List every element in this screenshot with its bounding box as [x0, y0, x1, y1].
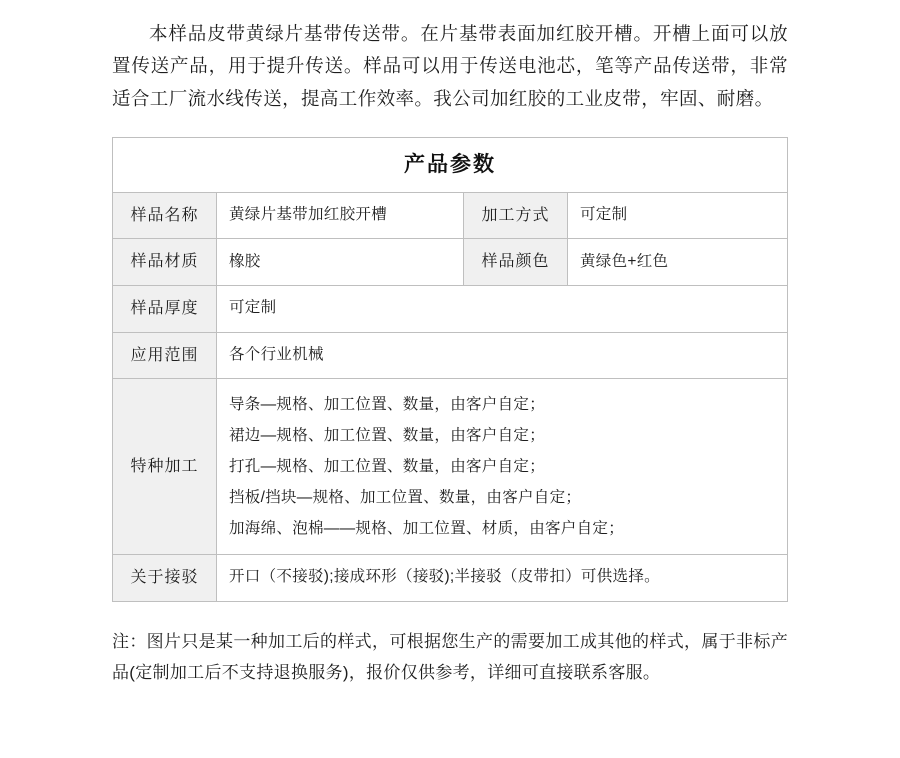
label-processing-method: 加工方式	[464, 192, 568, 239]
value-sample-material: 橡胶	[217, 239, 464, 286]
table-title-row	[113, 138, 788, 193]
list-item: 导条—规格、加工位置、数量，由客户自定；	[229, 396, 546, 414]
list-item: 加海绵、泡棉——规格、加工位置、材质，由客户自定；	[229, 520, 625, 538]
table-title: 产品参数	[113, 138, 788, 193]
label-joint-info: 关于接驳	[113, 555, 217, 602]
value-sample-name: 黄绿片基带加红胶开槽	[217, 192, 464, 239]
list-item: 打孔—规格、加工位置、数量，由客户自定；	[229, 458, 546, 476]
table-row	[113, 332, 788, 379]
label-sample-thickness: 样品厚度	[113, 285, 217, 332]
intro-paragraph: 本样品皮带黄绿片基带传送带。在片基带表面加红胶开槽。开槽上面可以放置传送产品，用于提升传送。样品可以用于传送电池芯，笔等产品传送带，非常适合工厂流水线传送，提高工作效率。我公司加红胶的工业皮带，牢固、耐磨。	[112, 23, 788, 109]
spec-table-container	[0, 115, 900, 602]
label-sample-material: 样品材质	[113, 239, 217, 286]
value-sample-color: 黄绿色+红色	[568, 239, 788, 286]
value-joint-info: 开口（不接驳);接成环形（接驳);半接驳（皮带扣）可供选择。	[217, 555, 788, 602]
table-row	[113, 239, 788, 286]
product-parameters-table	[112, 137, 788, 602]
list-item: 挡板/挡块—规格、加工位置、数量，由客户自定；	[229, 489, 582, 507]
footer-note: 注：图片只是某一种加工后的样式，可根据您生产的需要加工成其他的样式，属于非标产品(定制加工后不支持退换服务)，报价仅供参考，详细可直接联系客服。	[112, 631, 788, 683]
table-row	[113, 192, 788, 239]
value-application-range: 各个行业机械	[217, 332, 788, 379]
label-sample-color: 样品颜色	[464, 239, 568, 286]
table-row	[113, 555, 788, 602]
value-special-processing	[217, 379, 788, 555]
list-item: 裙边—规格、加工位置、数量，由客户自定；	[229, 427, 546, 445]
table-row	[113, 285, 788, 332]
special-processing-list	[229, 389, 775, 544]
table-row-special	[113, 379, 788, 555]
value-sample-thickness: 可定制	[217, 285, 788, 332]
label-special-processing: 特种加工	[113, 379, 217, 555]
label-application-range: 应用范围	[113, 332, 217, 379]
value-processing-method: 可定制	[568, 192, 788, 239]
label-sample-name: 样品名称	[113, 192, 217, 239]
